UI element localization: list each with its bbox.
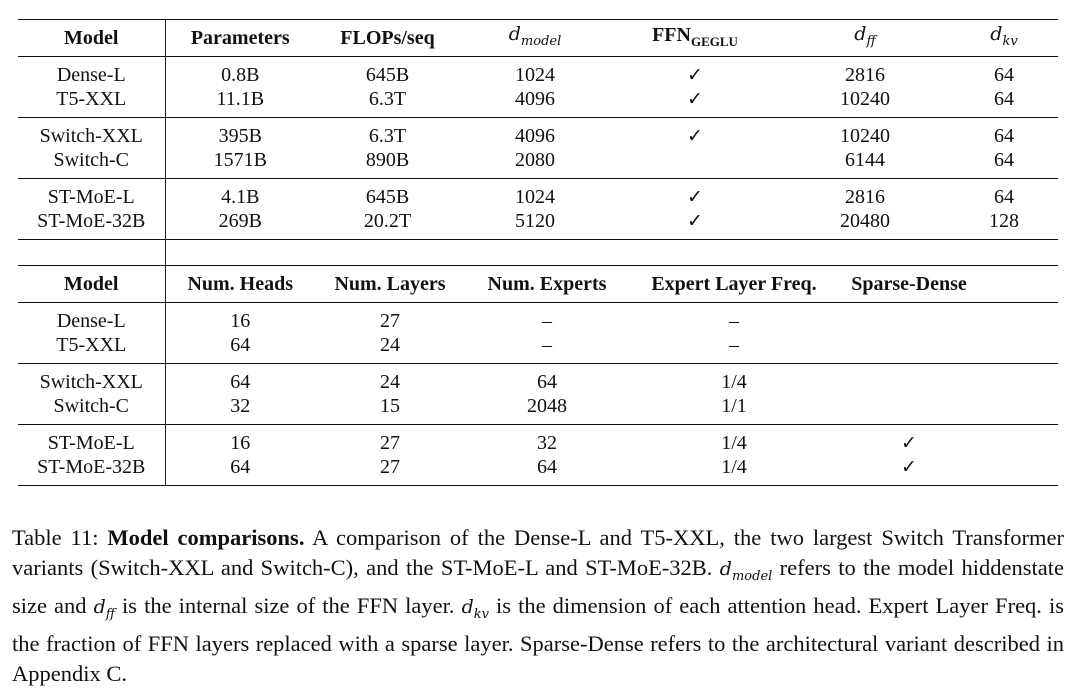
cell-dmodel: 4096	[515, 125, 555, 147]
cell-model: ST-MoE-L	[18, 425, 165, 456]
col-header-dff: $d_{ff}$	[854, 23, 876, 49]
cell-model: Switch-XXL	[18, 364, 165, 395]
cell-experts: –	[542, 310, 552, 332]
caption-title: Model comparisons.	[107, 525, 305, 550]
cell-heads: 64	[230, 371, 251, 393]
cell-flops: 20.2T	[363, 210, 412, 232]
cell-model: Switch-C	[18, 148, 165, 179]
cell-sd	[839, 364, 979, 395]
cell-heads: 16	[230, 432, 251, 454]
table1-header-row	[18, 20, 1058, 57]
cell-params: 0.8B	[221, 64, 260, 86]
cell-dkv: 64	[994, 186, 1014, 208]
cell-flops: 645B	[365, 64, 410, 86]
cell-empty	[979, 333, 1058, 364]
cell-flops: 890B	[365, 149, 410, 171]
cell-layers: 24	[380, 371, 400, 393]
caption-text-1: A comparison of the Dense-L and T5-XXL, the two largest Switch Transformer variants (Switch-XXL and Switch-C), and the ST-MoE-L and ST-MoE-32B.	[12, 525, 1065, 580]
cell-geglu: ✓	[687, 186, 703, 208]
table-row	[18, 455, 1058, 486]
col-header-num-experts: Num. Experts	[487, 273, 607, 295]
cell-dmodel: 4096	[515, 88, 555, 110]
col-header-model: Model	[18, 266, 165, 303]
col-header-dmodel: $d_{model}$	[508, 23, 562, 49]
cell-model: Dense-L	[18, 57, 165, 88]
cell-layers: 27	[380, 432, 400, 454]
table-row	[18, 425, 1058, 456]
cell-dkv: 64	[994, 149, 1014, 171]
cell-dff: 2816	[845, 64, 885, 86]
cell-model: Dense-L	[18, 303, 165, 334]
cell-dff: 10240	[840, 88, 890, 110]
cell-flops: 6.3T	[368, 88, 407, 110]
cell-sd: ✓	[901, 432, 917, 454]
col-header-dkv: $d_{kv}$	[990, 23, 1018, 49]
cell-params: 269B	[218, 210, 262, 232]
cell-flops: 6.3T	[368, 125, 407, 147]
cell-empty	[979, 394, 1058, 425]
col-header-ffn-geglu: $FFN_{GEGLU}$	[652, 23, 738, 49]
caption-text-2: refers to the model hiddenstate size and	[12, 554, 1064, 618]
cell-freq: –	[729, 310, 739, 332]
cell-model: ST-MoE-32B	[18, 209, 165, 240]
cell-geglu	[610, 148, 780, 179]
model-config-table	[18, 19, 1058, 240]
table-row	[18, 209, 1058, 240]
cell-freq: –	[729, 334, 739, 356]
cell-freq: 1/4	[721, 456, 747, 478]
cell-layers: 27	[380, 456, 400, 478]
cell-heads: 32	[230, 395, 251, 417]
table2-header-row	[18, 266, 1058, 303]
cell-experts: 64	[537, 456, 557, 478]
cell-params: 1571B	[213, 149, 267, 171]
cell-dmodel: 1024	[515, 64, 555, 86]
table-row	[18, 87, 1058, 118]
cell-heads: 64	[230, 334, 251, 356]
col-header-num-layers: Num. Layers	[334, 273, 446, 295]
col-header-num-heads: Num. Heads	[187, 273, 294, 295]
cell-model: ST-MoE-32B	[18, 455, 165, 486]
cell-model: Switch-C	[18, 394, 165, 425]
caption-dkv: $d_{kv}$	[461, 595, 489, 622]
cell-layers: 24	[380, 334, 400, 356]
cell-model: ST-MoE-L	[18, 179, 165, 210]
cell-flops: 645B	[365, 186, 410, 208]
cell-freq: 1/4	[721, 432, 747, 454]
cell-dmodel: 2080	[515, 149, 555, 171]
cell-geglu: ✓	[687, 88, 703, 110]
col-header-expert-layer-freq: Expert Layer Freq.	[651, 273, 817, 295]
cell-model: T5-XXL	[18, 87, 165, 118]
cell-empty	[979, 425, 1058, 456]
cell-empty	[979, 303, 1058, 334]
caption-text-3: is the internal size of the FFN layer.	[114, 592, 462, 618]
cell-freq: 1/4	[721, 371, 747, 393]
cell-dmodel: 1024	[515, 186, 555, 208]
cell-dkv: 64	[994, 88, 1014, 110]
table-row	[18, 148, 1058, 179]
cell-layers: 27	[380, 310, 400, 332]
table-row	[18, 303, 1058, 334]
table-row	[18, 179, 1058, 210]
table-row	[18, 394, 1058, 425]
caption-dff: $d_{ff}$	[93, 595, 115, 622]
col-header-flops: FLOPs/seq	[340, 27, 435, 49]
cell-sd	[839, 333, 979, 364]
cell-geglu: ✓	[687, 125, 703, 147]
cell-geglu: ✓	[687, 64, 703, 86]
cell-dkv: 64	[994, 64, 1014, 86]
table-spacer	[18, 240, 1058, 266]
cell-empty	[979, 364, 1058, 395]
table-row	[18, 364, 1058, 395]
caption-dmodel: $d_{model}$	[719, 557, 773, 584]
cell-geglu: ✓	[687, 210, 703, 232]
cell-experts: –	[542, 334, 552, 356]
cell-model: T5-XXL	[18, 333, 165, 364]
col-header-parameters: Parameters	[190, 27, 290, 49]
cell-params: 4.1B	[221, 186, 260, 208]
cell-sd	[839, 394, 979, 425]
cell-dkv: 128	[989, 210, 1019, 232]
cell-sd	[839, 303, 979, 334]
cell-layers: 15	[380, 395, 400, 417]
cell-freq: 1/1	[721, 395, 747, 417]
table-row	[18, 118, 1058, 149]
cell-dkv: 64	[994, 125, 1014, 147]
col-header-model: Model	[18, 20, 165, 57]
table-row	[18, 333, 1058, 364]
cell-dff: 6144	[845, 149, 885, 171]
cell-dff: 10240	[840, 125, 890, 147]
table-caption	[12, 523, 1064, 688]
cell-params: 11.1B	[216, 88, 265, 110]
caption-label: Table 11:	[12, 525, 99, 550]
cell-empty	[979, 455, 1058, 486]
col-header-empty	[979, 266, 1058, 303]
cell-dff: 20480	[840, 210, 890, 232]
cell-dff: 2816	[845, 186, 885, 208]
cell-experts: 64	[537, 371, 557, 393]
cell-heads: 16	[230, 310, 251, 332]
caption-text-4: is the dimension of each attention head. Expert Layer Freq. is the fraction of FFN layers replaced with a sparse layer. Sparse-Dense refers to the architectural variant described in Appendix C.	[12, 592, 1064, 686]
cell-dmodel: 5120	[515, 210, 555, 232]
divider	[165, 240, 166, 266]
cell-params: 395B	[218, 125, 262, 147]
col-header-sparse-dense: Sparse-Dense	[851, 273, 967, 295]
table-row	[18, 57, 1058, 88]
cell-experts: 32	[537, 432, 557, 454]
model-architecture-table	[18, 265, 1058, 486]
cell-experts: 2048	[527, 395, 567, 417]
cell-heads: 64	[230, 456, 251, 478]
cell-sd: ✓	[901, 456, 917, 478]
cell-model: Switch-XXL	[18, 118, 165, 149]
